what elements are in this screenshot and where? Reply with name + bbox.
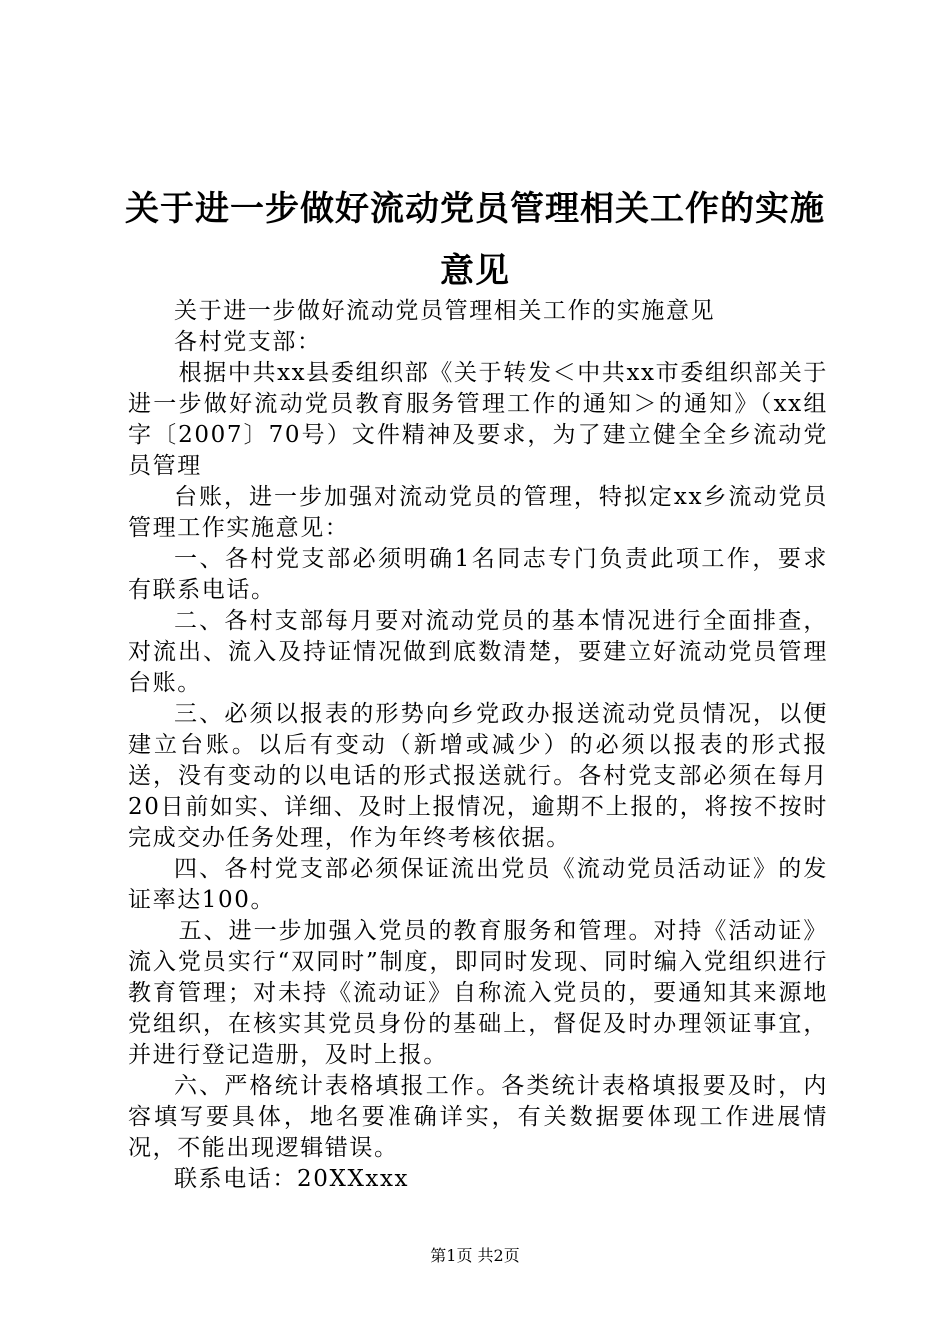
paragraph-item-3: 三、必须以报表的形势向乡党政办报送流动党员情况，以便建立台账。以后有变动（新增或减少）的必须以报表的形式报送，没有变动的以电话的形式报送就行。各村党支部必须在每月20日前如实、详细、及时上报情况，逾期不上报的，将按不按时完成交办任务处理，作为年终考核依据。: [128, 701, 828, 851]
paragraph-item-5: 五、进一步加强入党员的教育服务和管理。对持《活动证》流入党员实行“双同时”制度，即同时发现、同时编入党组织进行教育管理；对未持《流动证》自称流入党员的，要通知其来源地党组织，在核实其党员身份的基础上，督促及时办理领证事宜，并进行登记造册，及时上报。: [128, 918, 828, 1068]
paragraph-subtitle: 关于进一步做好流动党员管理相关工作的实施意见: [174, 298, 716, 324]
paragraph-contact: 联系电话：20XXxxx: [174, 1166, 410, 1192]
paragraph-item-2: 二、各村支部每月要对流动党员的基本情况进行全面排查，对流出、流入及持证情况做到底数清楚，要建立好流动党员管理台账。: [128, 608, 828, 696]
paragraph-item-4: 四、各村党支部必须保证流出党员《流动党员活动证》的发证率达100。: [128, 856, 828, 913]
page-number-footer: 第1页 共2页: [430, 1246, 520, 1265]
document-title: 关于进一步做好流动党员管理相关工作的实施意见: [125, 189, 825, 291]
paragraph-item-6: 六、严格统计表格填报工作。各类统计表格填报要及时，内容填写要具体，地名要准确详实，有关数据要体现工作进展情况，不能出现逻辑错误。: [128, 1073, 828, 1161]
document-body: [128, 296, 828, 1195]
paragraph-item-1: 一、各村党支部必须明确1名同志专门负责此项工作，要求有联系电话。: [128, 546, 828, 603]
paragraph-salutation: 各村党支部：: [174, 329, 322, 355]
paragraph-purpose: 台账，进一步加强对流动党员的管理，特拟定xx乡流动党员管理工作实施意见：: [128, 484, 828, 541]
paragraph-basis: 根据中共xx县委组织部《关于转发＜中共xx市委组织部关于进一步做好流动党员教育服务管理工作的通知＞的通知》（xx组字〔2007〕70号）文件精神及要求，为了建立健全全乡流动党员管理: [128, 360, 828, 479]
